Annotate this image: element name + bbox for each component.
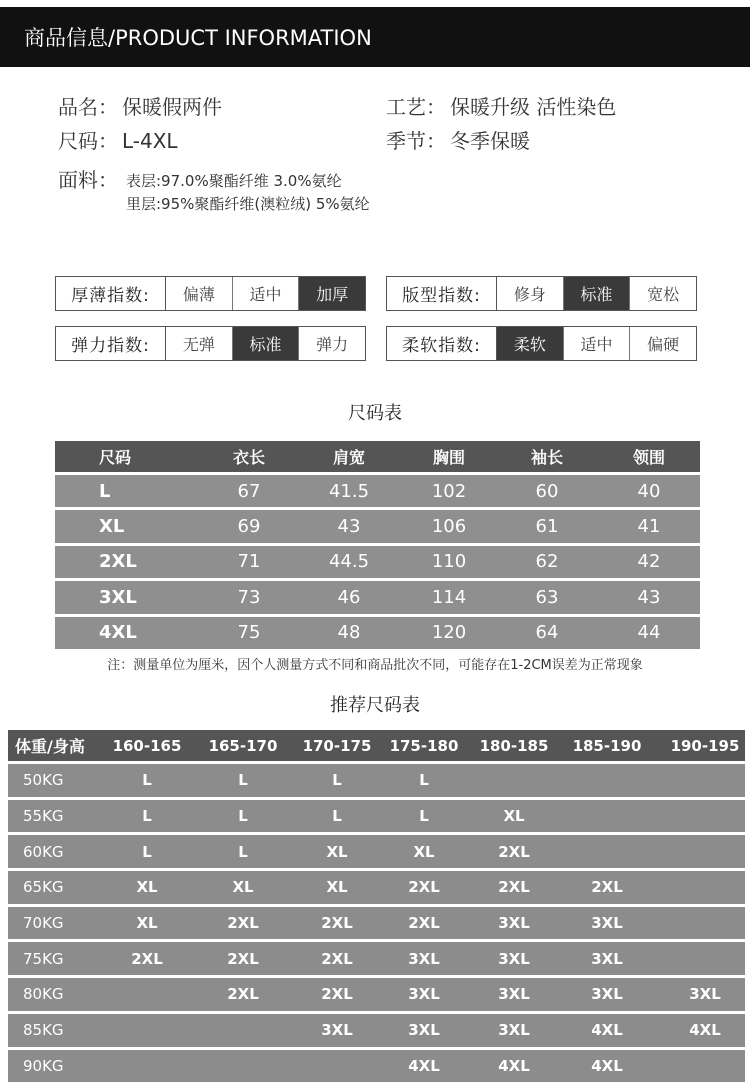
attr-season (386, 129, 530, 153)
recommend-chart-weight-cell: 70KG (23, 914, 64, 933)
size-chart-cell: 64 (535, 622, 559, 644)
recommend-chart-cell: 3XL (498, 914, 530, 933)
recommend-chart-cell: 4XL (591, 1056, 623, 1075)
recommend-chart-weight-cell: 55KG (23, 807, 64, 826)
recommend-chart-cell: L (238, 807, 248, 826)
scale-thickness (55, 276, 366, 311)
recommend-chart-cell: L (142, 842, 152, 861)
recommend-chart-cell: XL (136, 878, 158, 897)
recommend-chart-cell: 2XL (591, 878, 623, 897)
recommend-chart-cell: 2XL (498, 878, 530, 897)
recommend-chart-cell: 3XL (408, 1021, 440, 1040)
recommend-chart-cell: 3XL (321, 1021, 353, 1040)
size-chart-cell: 42 (637, 551, 661, 573)
size-chart-note: 注：测量单位为厘米，因个人测量方式不同和商品批次不同，可能存在1-2CM误差为正常现象 (107, 658, 643, 673)
recommend-chart-cell (203, 1014, 283, 1047)
size-chart-cell: XL (99, 516, 125, 538)
attr-craft-value: 保暖升级 活性染色 (450, 95, 617, 119)
size-chart-title: 尺码表 (348, 403, 402, 424)
scale-thickness-option: 偏薄 (166, 277, 233, 310)
attr-size (58, 129, 178, 153)
scale-fit-label: 版型指数: (387, 277, 497, 310)
recommend-chart-cell: 2XL (321, 985, 353, 1004)
recommend-chart-row (8, 942, 745, 978)
size-chart-header-cell: 胸围 (432, 448, 465, 467)
recommend-chart-cell: 2XL (321, 949, 353, 968)
recommend-chart-row (8, 871, 745, 907)
recommend-chart-cell: L (419, 771, 429, 790)
size-chart-row (55, 617, 700, 652)
recommend-chart-cell: L (238, 771, 248, 790)
scale-softness-label: 柔软指数: (387, 327, 497, 360)
recommend-chart-cell (665, 942, 745, 975)
recommend-chart-cell: 2XL (131, 949, 163, 968)
recommend-chart-cell: 4XL (689, 1021, 721, 1040)
recommend-chart-cell (567, 835, 647, 868)
recommend-chart-cell (107, 1050, 187, 1083)
recommend-chart-cell: L (142, 771, 152, 790)
recommend-chart-cell: 3XL (591, 985, 623, 1004)
size-chart-cell: 60 (535, 480, 559, 502)
recommend-chart-cell: XL (232, 878, 254, 897)
size-chart-cell: 120 (431, 622, 467, 644)
scale-elasticity (55, 326, 366, 361)
recommend-chart-row (8, 764, 745, 800)
recommend-chart-cell: 3XL (408, 949, 440, 968)
size-chart-cell: 43 (637, 586, 661, 608)
recommend-chart-weight-cell: 50KG (23, 771, 64, 790)
recommend-chart-row (8, 1014, 745, 1050)
recommend-chart-header-cell: 190-195 (670, 736, 740, 755)
recommend-chart-cell (665, 764, 745, 797)
recommend-chart-cell: 3XL (408, 985, 440, 1004)
size-chart-cell: 62 (535, 551, 559, 573)
scale-elasticity-option: 无弹 (166, 327, 233, 360)
recommend-chart-cell: 3XL (498, 1021, 530, 1040)
attr-fabric-label: 面料： (58, 168, 118, 192)
recommend-chart-cell (665, 835, 745, 868)
size-chart-header-cell: 尺码 (99, 448, 132, 467)
recommend-chart-cell (107, 978, 187, 1011)
attr-season-label: 季节： (386, 129, 446, 153)
size-chart-row (55, 510, 700, 545)
recommend-chart-header-cell: 165-170 (208, 736, 278, 755)
recommend-chart-weight-cell: 75KG (23, 949, 64, 968)
size-chart-cell: 67 (237, 480, 261, 502)
recommend-chart-header-cell: 180-185 (479, 736, 549, 755)
recommend-chart-weight-cell: 90KG (23, 1056, 64, 1075)
size-chart-cell: 2XL (99, 551, 137, 573)
recommend-chart-cell (665, 800, 745, 833)
size-chart-row (55, 581, 700, 616)
recommend-chart-cell: 2XL (227, 914, 259, 933)
recommend-chart-cell: XL (326, 842, 348, 861)
size-chart-cell: 75 (237, 622, 261, 644)
recommend-chart-cell: XL (136, 914, 158, 933)
scale-fit (386, 276, 697, 311)
scale-fit-option: 修身 (497, 277, 564, 310)
attr-name-value: 保暖假两件 (122, 95, 222, 119)
recommend-chart-cell: 3XL (689, 985, 721, 1004)
scale-thickness-option-selected: 加厚 (299, 277, 365, 310)
header-band (0, 7, 750, 67)
recommend-chart-cell: 4XL (408, 1056, 440, 1075)
recommend-chart-cell: L (332, 807, 342, 826)
recommend-chart-cell: XL (326, 878, 348, 897)
recommend-chart-row (8, 1050, 745, 1086)
recommend-chart-cell: 3XL (498, 985, 530, 1004)
attr-craft-label: 工艺： (386, 95, 446, 119)
recommend-chart-cell (107, 1014, 187, 1047)
size-chart-cell: 3XL (99, 586, 137, 608)
recommend-chart-row (8, 800, 745, 836)
recommend-chart-header-cell: 185-190 (572, 736, 642, 755)
attr-size-value: L-4XL (122, 129, 178, 153)
recommend-chart-cell (203, 1050, 283, 1083)
size-chart-cell: 73 (237, 586, 261, 608)
recommend-chart-cell: 2XL (321, 914, 353, 933)
size-chart-header-cell: 肩宽 (332, 448, 365, 467)
recommend-chart-cell (665, 1050, 745, 1083)
size-chart-cell: 43 (337, 516, 361, 538)
size-chart-header-row (55, 441, 700, 475)
size-chart-table (55, 441, 700, 652)
recommend-chart-header-cell: 175-180 (389, 736, 459, 755)
recommend-chart-cell: 3XL (591, 949, 623, 968)
size-chart-cell: 41 (637, 516, 661, 538)
size-chart-cell: L (99, 480, 111, 502)
recommend-chart-header-row (8, 730, 745, 764)
attr-name-label: 品名： (58, 95, 118, 119)
size-chart-header-cell: 袖长 (530, 448, 563, 467)
recommend-chart-cell: L (419, 807, 429, 826)
size-chart-cell: 69 (237, 516, 261, 538)
scale-elasticity-label: 弹力指数: (56, 327, 166, 360)
recommend-chart-weight-cell: 60KG (23, 842, 64, 861)
size-chart-row (55, 475, 700, 510)
recommend-chart-cell: 2XL (408, 914, 440, 933)
size-chart-row (55, 546, 700, 581)
size-chart-cell: 41.5 (328, 480, 370, 502)
size-chart-cell: 4XL (99, 622, 137, 644)
scale-elasticity-option: 弹力 (316, 335, 349, 354)
scale-softness-option: 适中 (564, 327, 631, 360)
size-chart-cell: 110 (431, 551, 467, 573)
recommend-chart-row (8, 835, 745, 871)
recommend-chart-title: 推荐尺码表 (330, 695, 420, 716)
recommend-chart-cell: 3XL (498, 949, 530, 968)
attr-fabric-outer: 表层:97.0%聚酯纤维 3.0%氨纶 (126, 172, 342, 190)
recommend-chart-cell: L (142, 807, 152, 826)
size-chart-cell: 61 (535, 516, 559, 538)
recommend-chart-row (8, 907, 745, 943)
scale-fit-option-selected: 标准 (564, 277, 631, 310)
recommend-chart-cell (665, 907, 745, 940)
attr-fabric-inner: 里层:95%聚酯纤维(澳粒绒) 5%氨纶 (126, 195, 370, 213)
recommend-chart-cell: 2XL (227, 985, 259, 1004)
scale-elasticity-option-selected: 标准 (233, 327, 300, 360)
recommend-chart-cell: 4XL (498, 1056, 530, 1075)
recommend-chart-cell: 3XL (591, 914, 623, 933)
recommend-chart-header-cell: 160-165 (112, 736, 182, 755)
recommend-chart-weight-cell: 80KG (23, 985, 64, 1004)
size-chart-cell: 46 (337, 586, 361, 608)
recommend-chart-cell: 2XL (408, 878, 440, 897)
recommend-chart-weight-cell: 65KG (23, 878, 64, 897)
recommend-chart-cell: 2XL (498, 842, 530, 861)
recommend-chart-cell: 4XL (591, 1021, 623, 1040)
page-title: 商品信息/PRODUCT INFORMATION (24, 26, 372, 50)
size-chart-cell: 44.5 (328, 551, 370, 573)
recommend-chart-cell: L (238, 842, 248, 861)
attr-craft (386, 95, 616, 119)
recommend-chart-header-cell: 体重/身高 (15, 737, 85, 756)
scale-softness (386, 326, 697, 361)
size-chart-cell: 48 (337, 622, 361, 644)
size-chart-cell: 102 (431, 480, 467, 502)
size-chart-cell: 44 (637, 622, 661, 644)
scale-thickness-label: 厚薄指数: (56, 277, 166, 310)
scale-thickness-option: 适中 (233, 277, 300, 310)
size-chart-cell: 40 (637, 480, 661, 502)
size-chart-header-cell: 领围 (632, 448, 665, 467)
scale-softness-option-selected: 柔软 (497, 327, 564, 360)
recommend-chart-cell: XL (503, 807, 525, 826)
attr-size-label: 尺码： (58, 129, 118, 153)
recommend-chart-cell (474, 764, 554, 797)
recommend-chart-cell: XL (413, 842, 435, 861)
scale-softness-option: 偏硬 (647, 335, 680, 354)
recommend-chart-cell (665, 871, 745, 904)
size-chart-cell: 106 (431, 516, 467, 538)
attr-name (58, 95, 222, 119)
recommend-chart-cell (297, 1050, 377, 1083)
recommend-chart-row (8, 978, 745, 1014)
recommend-chart-cell (567, 800, 647, 833)
size-chart-cell: 63 (535, 586, 559, 608)
size-chart-cell: 71 (237, 551, 261, 573)
recommend-chart-header-cell: 170-175 (302, 736, 372, 755)
recommend-chart-cell: L (332, 771, 342, 790)
recommend-chart-cell (567, 764, 647, 797)
size-chart-header-cell: 衣长 (232, 448, 265, 467)
recommend-chart-table (8, 730, 745, 1085)
recommend-chart-cell: 2XL (227, 949, 259, 968)
attr-season-value: 冬季保暖 (450, 129, 530, 153)
scale-fit-option: 宽松 (647, 285, 680, 304)
recommend-chart-weight-cell: 85KG (23, 1021, 64, 1040)
size-chart-cell: 114 (431, 586, 467, 608)
